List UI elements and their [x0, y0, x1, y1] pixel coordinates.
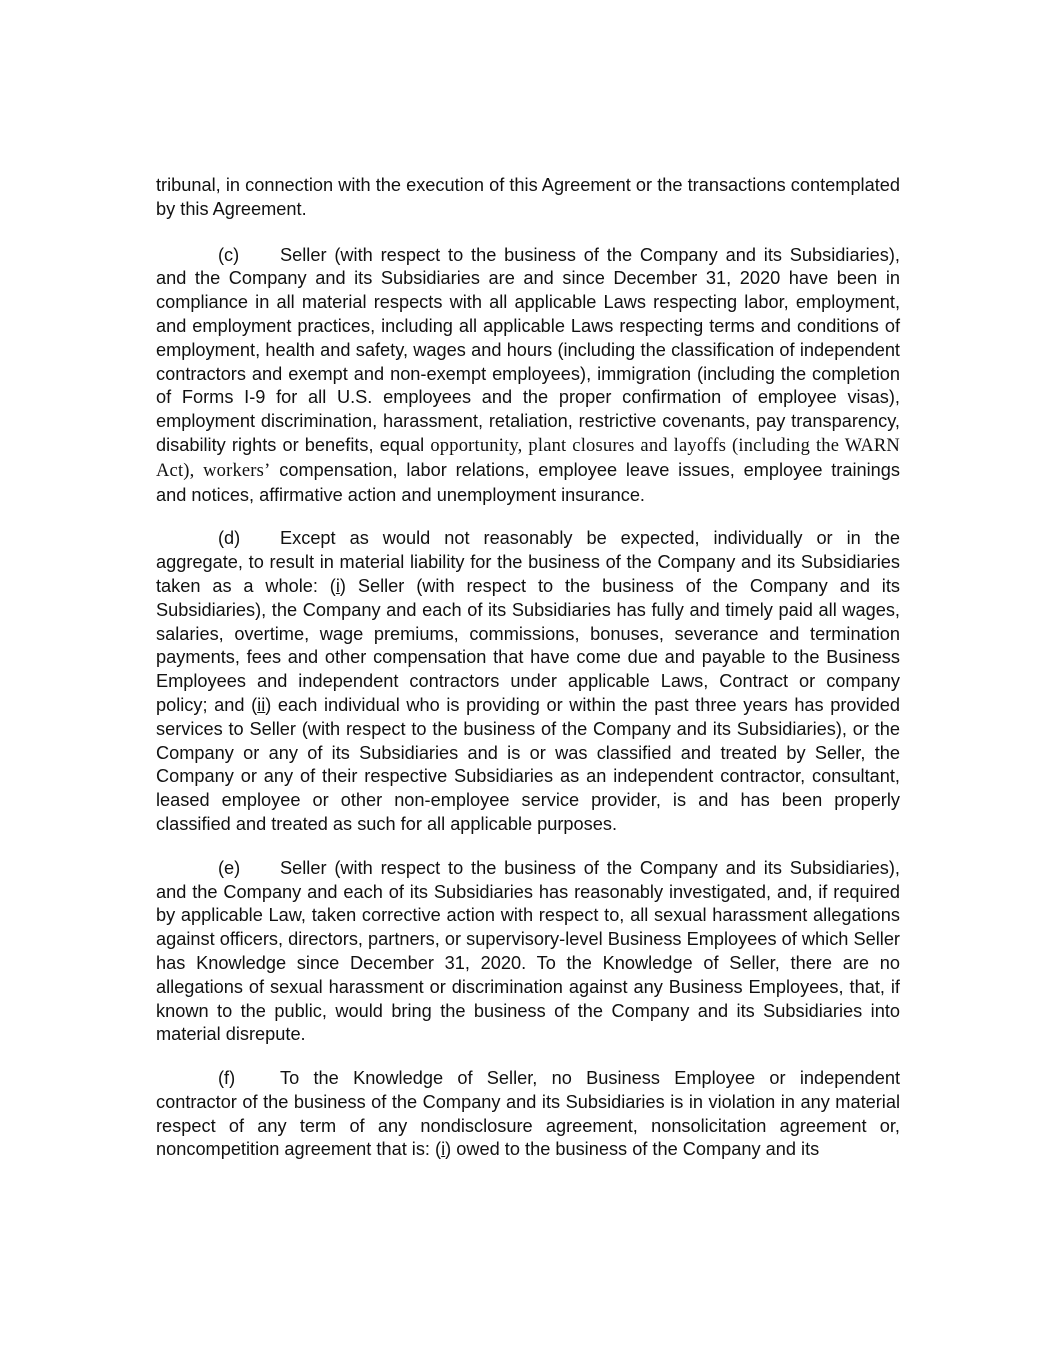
paragraph-c-text-1: Seller (with respect to the business of the Company and its Subsidiaries), and the Company and its Subsidiaries are and since December 31, 2020 have been in compliance in all material respects with all applicable Laws respecting labor, employment, and employment practices, including all applicable Laws respecting terms and conditions of employment, health and safety, wages and hours (including the classification of independent contractors and exempt and non-exempt employees), immigration (including the completion of Forms I-9 for all U.S. employees and the proper confirmation of employee visas), employment discrimination, harassment, retaliation, restrictive covenants, pay transparency, disability rights or benefits, equal [156, 244, 900, 455]
paragraph-c [156, 244, 900, 508]
paragraph-d-marker-ii: ii [257, 694, 266, 715]
paragraph-c-serif-line: opportunity, plant closures and layoffs (including the WARN Act), workers’ [156, 435, 900, 481]
paragraph-d-text-2: ) Seller (with respect to the business of the Company and its Subsidiaries), the Company and each of its Subsidiaries has fully and timely paid all wages, salaries, overtime, wage premiums, commissions, bonuses, severance and termination payments, fees and other compensation that have come due and payable to the Business Employees and independent contractors under applicable Laws, Contract or company policy; and ( [156, 575, 900, 715]
paragraph-d-text-1: Except as would not reasonably be expected, individually or in the aggregate, to result in material liability for the business of the Company and its Subsidiaries taken as a whole: ( [156, 528, 900, 596]
document-body [156, 174, 900, 1182]
paragraph-intro [156, 174, 900, 222]
paragraph-d [156, 527, 900, 836]
paragraph-intro-text: tribunal, in connection with the execution of this Agreement or the transactions contemplated by this Agreement. [156, 175, 900, 219]
paragraph-d-label: (d) [218, 528, 241, 549]
paragraph-d-marker-i: i [335, 575, 340, 596]
paragraph-e-text: Seller (with respect to the business of the Company and its Subsidiaries), and the Company and each of its Subsidiaries has reasonably investigated, and, if required by applicable Law, taken corrective action with respect to, all sexual harassment allegations against officers, directors, partners, or supervisory-level Business Employees of which Seller has Knowledge since December 31, 2020. To the Knowledge of Seller, there are no allegations of sexual harassment or discrimination against any Business Employees, that, if known to the public, would bring the business of the Company and its Subsidiaries into material disrepute. [156, 857, 900, 1045]
paragraph-f-label: (f) [218, 1068, 236, 1089]
paragraph-e-label: (e) [218, 857, 241, 878]
paragraph-f [156, 1067, 900, 1162]
paragraph-d-text-3: ) each individual who is providing or within the past three years has provided services to Seller (with respect to the business of the Company and its Subsidiaries), or the Company or any of its Subsidiaries and is or was classified and treated by Seller, the Company or any of their respective Subsidiaries as an independent contractor, consultant, leased employee or other non-employee service provider, is and has been properly classified and treated as such for all applicable purposes. [156, 694, 901, 834]
paragraph-c-text-2: compensation, labor relations, employee leave issues, employee trainings and notices, affirmative action and unemployment insurance. [156, 459, 900, 505]
paragraph-f-text-2: ) owed to the business of the Company and its [445, 1139, 820, 1160]
paragraph-f-text-1: To the Knowledge of Seller, no Business Employee or independent contractor of the business of the Company and its Subsidiaries is in violation in any material respect of any term of any nondisclosure agreement, nonsolicitation agreement or, noncompetition agreement that is: ( [156, 1068, 900, 1160]
paragraph-c-label: (c) [218, 244, 240, 265]
paragraph-f-marker-i: i [441, 1139, 446, 1160]
paragraph-e [156, 857, 900, 1047]
